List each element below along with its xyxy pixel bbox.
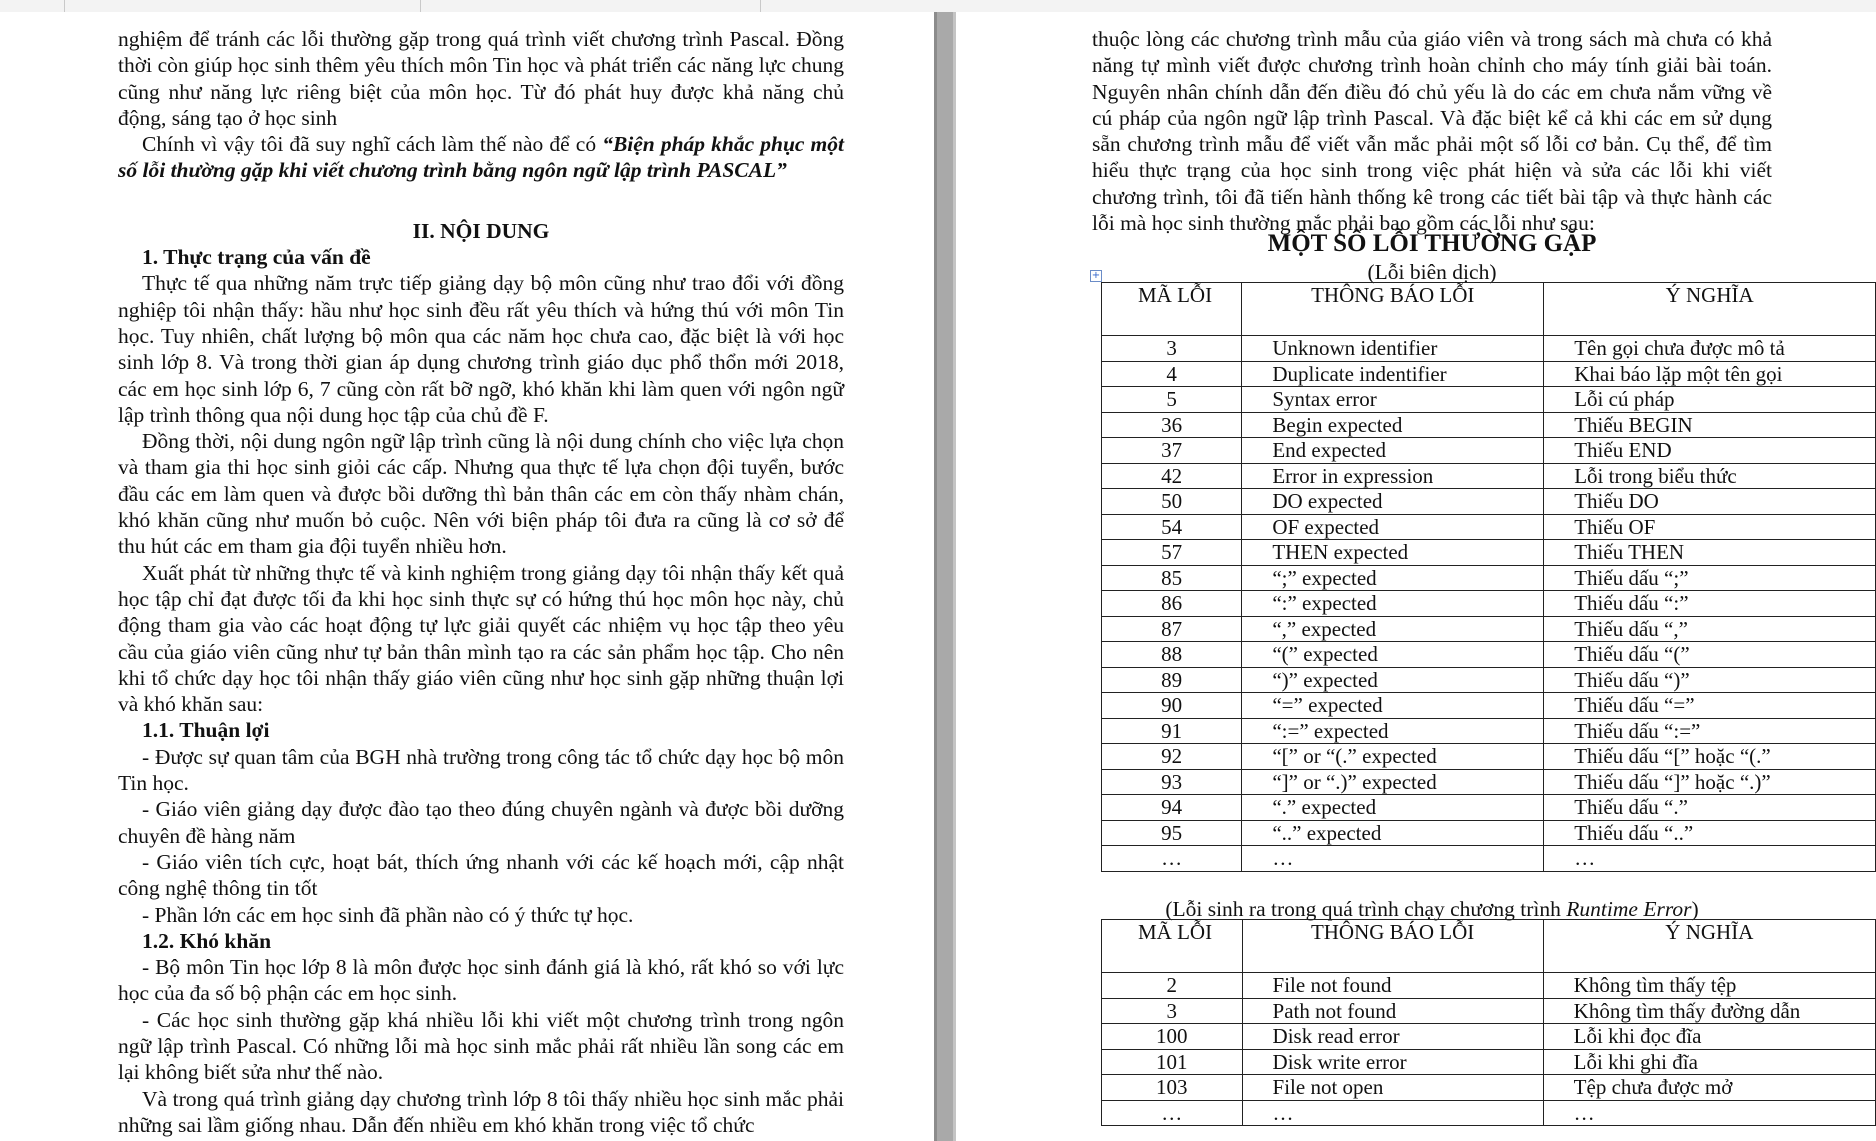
table-row [1102,769,1876,795]
subheading-difficulties: 1.2. Khó khăn [142,928,272,953]
error-meaning-cell[interactable]: Tên gọi chưa được mô tả [1544,336,1876,362]
error-message-cell[interactable]: … [1242,1100,1543,1126]
status-paragraph: Đồng thời, nội dung ngôn ngữ lập trình cũng là nội dung chính cho việc lựa chọn và tham gia thi học sinh giỏi các cấp. Nhưng qua thực tế lựa chọn đội tuyển, bước đầu các em làm quen và được bồi dưỡng thì bản thân các em còn thấy nhàm chán, khó khăn cũng như muốn bỏ cuộc. Nên với biện pháp tôi đưa ra cũng là cơ sở để thu hút các em tham gia đội tuyển nhiều hơn. [118,429,844,559]
runtime-errors-table[interactable] [1101,919,1876,1126]
error-code-cell[interactable]: 85 [1102,565,1242,591]
solution-title: “Biện pháp khắc phục một số lỗi thường gặp khi viết chương trình bằng ngôn ngữ lập trình PASCAL” [118,132,844,183]
error-meaning-cell[interactable]: Thiếu dấu “)” [1544,667,1876,693]
error-code-cell[interactable]: 87 [1102,616,1242,642]
header-code: MÃ LỖI [1102,283,1242,336]
left-page-text [118,26,844,1138]
error-code-cell[interactable]: 93 [1102,769,1242,795]
error-message-cell[interactable]: Error in expression [1242,463,1544,489]
header-meaning: Ý NGHĨA [1544,283,1876,336]
table-row [1102,744,1876,770]
header-code: MÃ LỖI [1102,920,1243,973]
error-code-cell[interactable]: 89 [1102,667,1242,693]
table-row [1102,667,1876,693]
compile-errors-table[interactable] [1101,282,1876,872]
error-code-cell[interactable]: 100 [1102,1024,1243,1050]
table-row [1102,463,1876,489]
right-page-text [1092,26,1772,236]
subheading-status: 1. Thực trạng của vấn đề [142,245,371,270]
reason-paragraph [118,131,844,184]
table-row [1102,998,1876,1024]
error-code-cell[interactable]: … [1102,1100,1243,1126]
error-code-cell[interactable]: 86 [1102,591,1242,617]
table-row [1102,591,1876,617]
error-code-cell[interactable]: 88 [1102,642,1242,668]
error-message-cell[interactable]: “.” expected [1242,795,1544,821]
error-code-cell[interactable]: 101 [1102,1049,1243,1075]
right-intro-paragraph: thuộc lòng các chương trình mẫu của giáo viên và trong sách mà chưa có khả năng tự mình viết được chương trình hoàn chỉnh cho máy tính giải bài toán. Nguyên nhân chính dẫn đến điều đó chủ yếu là do các em chưa nắm vững về cú pháp của ngôn ngữ lập trình Pascal. Và đặc biệt kể cả khi các em sử dụng sẵn chương trình mẫu để viết vẫn mắc phải một số lỗi cơ bản. Cụ thể, để tìm hiểu thực trạng của học sinh trong việc phát hiện và sửa các lỗi khi viết chương trình, tôi đã tiến hành thống kê trong các tiết bài tập và thực hành các lỗi mà học sinh thường mắc phải bao gồm các lỗi như sau: [1092,27,1772,236]
error-code-cell[interactable]: 2 [1102,973,1243,999]
error-code-cell[interactable]: … [1102,846,1242,872]
error-message-cell[interactable]: … [1242,846,1544,872]
document-page-left [0,12,934,1141]
error-message-cell[interactable]: Path not found [1242,998,1543,1024]
error-message-cell[interactable]: “)” expected [1242,667,1544,693]
table-row [1102,693,1876,719]
error-meaning-cell[interactable]: … [1543,1100,1875,1126]
error-meaning-cell[interactable]: Thiếu dấu “(” [1544,642,1876,668]
error-code-cell[interactable]: 95 [1102,820,1242,846]
error-message-cell[interactable]: Disk write error [1242,1049,1543,1075]
table-row [1102,846,1876,872]
error-code-cell[interactable]: 91 [1102,718,1242,744]
error-meaning-cell[interactable]: Thiếu dấu “;” [1544,565,1876,591]
error-message-cell[interactable]: “(” expected [1242,642,1544,668]
error-code-cell[interactable]: 90 [1102,693,1242,719]
table-row [1102,489,1876,515]
error-meaning-cell[interactable]: Khai báo lặp một tên gọi [1544,361,1876,387]
error-code-cell[interactable]: 37 [1102,438,1242,464]
runtime-caption-close: ) [1691,897,1699,921]
error-message-cell[interactable]: Disk read error [1242,1024,1543,1050]
error-meaning-cell[interactable]: Thiếu dấu “.” [1544,795,1876,821]
error-message-cell[interactable]: “]” or “.)” expected [1242,769,1544,795]
table-row [1102,514,1876,540]
error-meaning-cell[interactable]: Thiếu dấu “=” [1544,693,1876,719]
error-meaning-cell[interactable]: Thiếu dấu “:” [1544,591,1876,617]
error-meaning-cell[interactable]: Thiếu dấu “[” hoặc “(.” [1544,744,1876,770]
error-message-cell[interactable]: DO expected [1242,489,1544,515]
error-message-cell[interactable]: End expected [1242,438,1544,464]
error-code-cell[interactable]: 54 [1102,514,1242,540]
error-code-cell[interactable]: 4 [1102,361,1242,387]
table-row [1102,973,1876,999]
difficulty-item: - Bộ môn Tin học lớp 8 là môn được học sinh đánh giá là khó, rất khó so với lực học của đa số bộ phận các em học sinh. [118,955,844,1006]
error-code-cell[interactable]: 103 [1102,1075,1243,1101]
error-message-cell[interactable]: THEN expected [1242,540,1544,566]
table-row [1102,565,1876,591]
header-message: THÔNG BÁO LỖI [1242,283,1544,336]
error-meaning-cell[interactable]: Thiếu dấu “:=” [1544,718,1876,744]
table-row [1102,1100,1876,1126]
error-code-cell[interactable]: 36 [1102,412,1242,438]
advantage-item: - Phần lớn các em học sinh đã phần nào có ý thức tự học. [142,902,634,927]
error-message-cell[interactable]: Unknown identifier [1242,336,1544,362]
error-code-cell[interactable]: 3 [1102,998,1243,1024]
error-meaning-cell[interactable]: Lỗi khi đọc đĩa [1543,1024,1875,1050]
status-paragraph: Thực tế qua những năm trực tiếp giảng dạy bộ môn cũng như trao đổi với đồng nghiệp tôi nhận thấy: hầu như học sinh đều rất yêu thích và hứng thú với môn Tin học. Tuy nhiên, chất lượng bộ môn qua các năm học chưa cao, đặc biệt là với học sinh lớp 8. Và trong thời gian áp dụng chương trình giáo dục phổ thổn mới 2018, các em học sinh lớp 6, 7 cũng còn rất bỡ ngỡ, khó khăn khi làm quen với ngôn ngữ lập trình thông qua nội dung học tập của chủ đề F. [118,271,844,427]
error-message-cell[interactable]: “,” expected [1242,616,1544,642]
advantage-item: - Giáo viên tích cực, hoạt bát, thích ứng nhanh với các kế hoạch mới, cập nhật công nghệ thông tin tốt [118,849,844,901]
error-meaning-cell[interactable]: Lỗi cú pháp [1544,387,1876,413]
advantage-item: - Được sự quan tâm của BGH nhà trường trong công tác tổ chức dạy học bộ môn Tin học. [118,744,844,796]
error-meaning-cell[interactable]: Thiếu END [1544,438,1876,464]
error-meaning-cell[interactable]: Thiếu BEGIN [1544,412,1876,438]
table-row [1102,616,1876,642]
error-meaning-cell[interactable]: Lỗi khi ghi đĩa [1543,1049,1875,1075]
intro-paragraph: nghiệm để tránh các lỗi thường gặp trong quá trình viết chương trình Pascal. Đồng thời còn giúp học sinh thêm yêu thích môn Tin học và phát triển các năng lực chung cũng như năng lực riêng biệt của môn học. Từ đó phát huy được khả năng chủ động, sáng tạo ở học sinh [118,27,844,130]
reason-prefix: Chính vì vậy tôi đã suy nghĩ cách làm thế nào để có [142,132,603,157]
header-message: THÔNG BÁO LỖI [1242,920,1543,973]
subheading-advantages: 1.1. Thuận lợi [142,718,270,743]
error-meaning-cell[interactable]: Không tìm thấy đường dẫn [1543,998,1875,1024]
error-meaning-cell[interactable]: Thiếu dấu “]” hoặc “.)” [1544,769,1876,795]
table-row [1102,387,1876,413]
page-gutter [934,12,956,1141]
error-meaning-cell[interactable]: Không tìm thấy tệp [1543,973,1875,999]
error-message-cell[interactable]: File not open [1242,1075,1543,1101]
runtime-caption-emphasis: Runtime Error [1566,897,1692,921]
error-meaning-cell[interactable]: Thiếu THEN [1544,540,1876,566]
table-row [1102,438,1876,464]
table-row [1102,642,1876,668]
table-row [1102,336,1876,362]
error-meaning-cell[interactable]: Thiếu dấu “..” [1544,820,1876,846]
advantage-item: - Giáo viên giảng dạy được đào tạo theo đúng chuyên ngành và được bồi dưỡng chuyên đề hàng năm [118,797,844,848]
error-code-cell[interactable]: 50 [1102,489,1242,515]
runtime-caption-text: (Lỗi sinh ra trong quá trình chạy chương trình [1165,897,1567,921]
table-header-row [1102,920,1876,973]
compile-errors-caption: (Lỗi biên dịch) [1367,260,1497,284]
error-message-cell[interactable]: OF expected [1242,514,1544,540]
table-move-handle-icon[interactable]: + [1091,270,1101,281]
table-row [1102,412,1876,438]
error-message-cell[interactable]: “[” or “(.” expected [1242,744,1544,770]
runtime-errors-caption [1092,897,1772,921]
table-row [1102,1049,1876,1075]
error-meaning-cell[interactable]: Thiếu DO [1544,489,1876,515]
error-meaning-cell[interactable]: … [1544,846,1876,872]
error-code-cell[interactable]: 94 [1102,795,1242,821]
error-message-cell[interactable]: “:=” expected [1242,718,1544,744]
error-message-cell[interactable]: “;” expected [1242,565,1544,591]
error-message-cell[interactable]: Duplicate indentifier [1242,361,1544,387]
table-row [1102,718,1876,744]
error-code-cell[interactable]: 57 [1102,540,1242,566]
table-row [1102,820,1876,846]
error-message-cell[interactable]: Syntax error [1242,387,1544,413]
error-code-cell[interactable]: 3 [1102,336,1242,362]
error-meaning-cell[interactable]: Thiếu OF [1544,514,1876,540]
error-message-cell[interactable]: Begin expected [1242,412,1544,438]
header-meaning: Ý NGHĨA [1543,920,1875,973]
error-meaning-cell[interactable]: Lỗi trong biểu thức [1544,463,1876,489]
error-message-cell[interactable]: File not found [1242,973,1543,999]
error-code-cell[interactable]: 42 [1102,463,1242,489]
table-header-row [1102,283,1876,336]
difficulty-item: - Các học sinh thường gặp khá nhiều lỗi khi viết một chương trình trong ngôn ngữ lập trình Pascal. Có những lỗi mà học sinh mắc phải rất nhiều lần song các em lại không biết sửa như thế nào. [118,1007,844,1085]
error-code-cell[interactable]: 92 [1102,744,1242,770]
table-row [1102,795,1876,821]
error-message-cell[interactable]: “:” expected [1242,591,1544,617]
section-heading: II. NỘI DUNG [412,218,550,243]
error-meaning-cell[interactable]: Thiếu dấu “,” [1544,616,1876,642]
error-message-cell[interactable]: “..” expected [1242,820,1544,846]
error-code-cell[interactable]: 5 [1102,387,1242,413]
error-message-cell[interactable]: “=” expected [1242,693,1544,719]
document-page-right [956,12,1876,1141]
errors-title: MỘT SỐ LỖI THƯỜNG GẶP [1267,230,1597,257]
table-row [1102,1024,1876,1050]
error-meaning-cell[interactable]: Tệp chưa được mở [1543,1075,1875,1101]
status-paragraph: Xuất phát từ những thực tế và kinh nghiệm trong giảng dạy tôi nhận thấy kết quả học tập chỉ đạt được tối đa khi học sinh thực sự có hứng thú học môn học này, chủ động tham gia vào các hoạt động tự lực giải quyết các nhiệm vụ học tập theo yêu cầu của giáo viên cũng như tự bản thân mình tạo ra các sản phẩm học tập. Cho nên khi tổ chức dạy học tôi nhận thấy giáo viên cũng như học sinh gặp những thuận lợi và khó khăn sau: [118,560,844,717]
difficulty-item: Và trong quá trình giảng dạy chương trình lớp 8 tôi thấy nhiều học sinh mắc phải những sai lầm giống nhau. Dẫn đến nhiều em khó khăn trong việc tổ chức [118,1086,844,1137]
table-row [1102,540,1876,566]
table-row [1102,1075,1876,1101]
table-row [1102,361,1876,387]
